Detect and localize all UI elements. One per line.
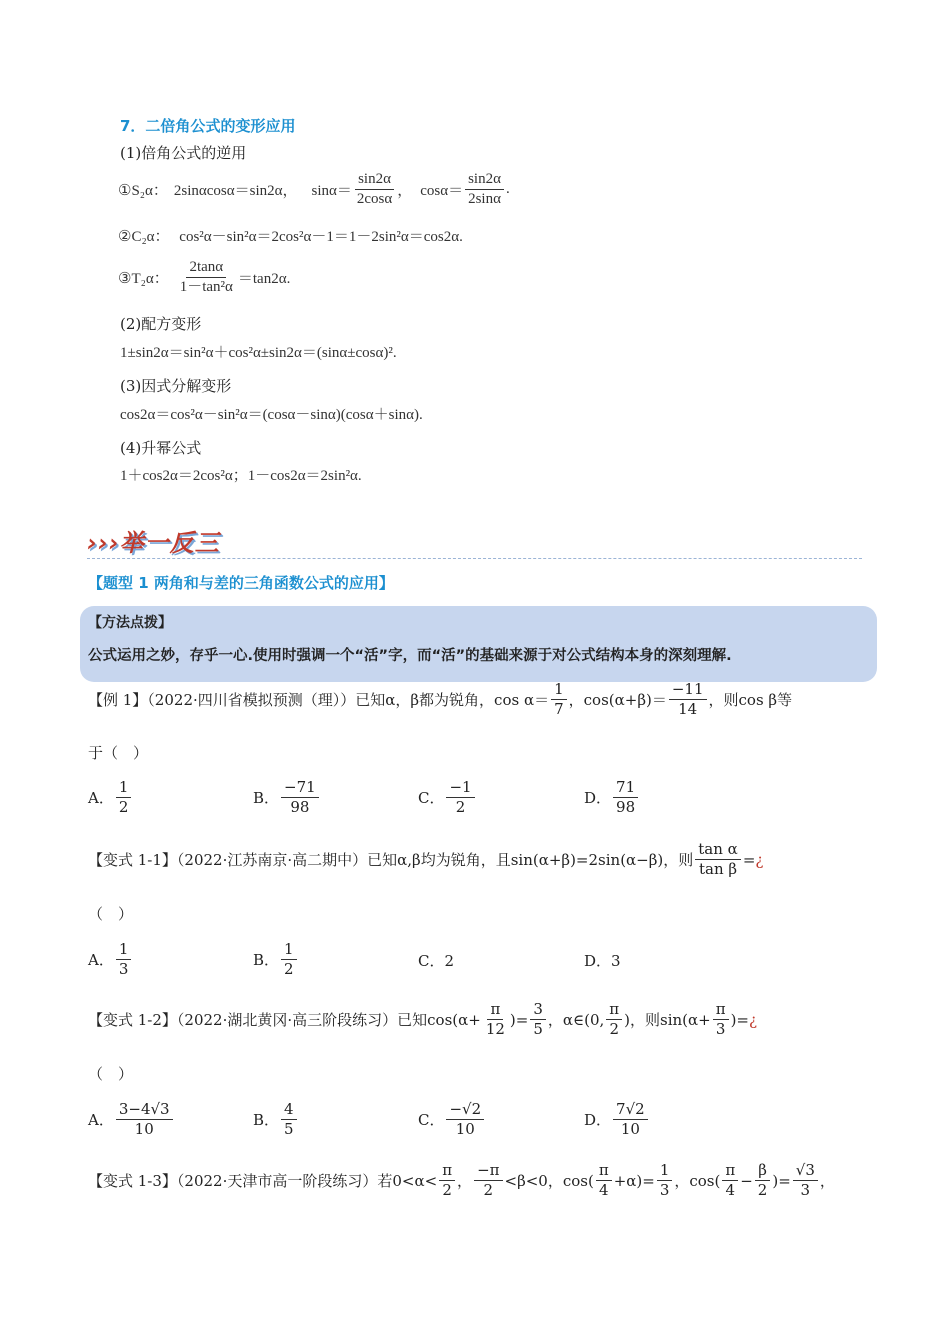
- t2a-rhs: ＝tan2α.: [237, 271, 291, 287]
- s2a-sin-fraction: $\frac{\sin 2\alpha}{2\cos\alpha}$: [356, 171, 393, 207]
- c2a-label: ②C₂α：: [118, 229, 170, 245]
- example-1-option-c[interactable]: C． $\frac{-1}{2}$: [418, 778, 477, 817]
- s2a-formula: 2sinαcosα＝sin2α，: [173, 183, 298, 199]
- example-1-fraction-2: $\frac{-11}{14}$: [669, 680, 707, 719]
- s2a-end: .: [505, 181, 510, 197]
- banner-divider: [87, 558, 862, 559]
- variant-1-1-option-a[interactable]: A． $\frac{1}{3}$: [88, 940, 133, 979]
- example-1-question: [88, 680, 792, 719]
- variant-1-1-line2: （ ）: [88, 905, 134, 923]
- variant-1-2-option-b[interactable]: B． $\frac{4}{5}$: [253, 1100, 299, 1139]
- s2a-sin-lhs: sinα＝: [311, 183, 352, 199]
- variant-1-1-prefix: 【变式 1-1】（2022·江苏南京·高二期中）已知α,β均为锐角，且sin(α+β)=2sin(α−β)，则: [88, 851, 694, 869]
- formula-power-raising: 1＋cos2α＝2cos²α；1－cos2α＝2sin²α.: [120, 468, 362, 484]
- t2a-label: ③T₂α：: [118, 271, 169, 287]
- variant-1-1-option-b[interactable]: B． $\frac{1}{2}$: [253, 940, 299, 979]
- variant-1-3-question: 【变式 1-3】（2022·天津市高一阶段练习）若0<α< $\frac{\pi}{2}$ ， $\frac{-\pi}{2}$ <β<0，cos( $\frac{\pi}{4}$ +α)= $\frac{1}{3}$ ，cos( $\frac{\pi}{4}$ − $\frac{\beta}{2}$ )= $\frac{√3}{3}$ ，: [88, 1161, 835, 1199]
- variant-1-2-fraction-2: $\frac{3}{5}$: [530, 1000, 546, 1039]
- example-1-fraction-1: $\frac{1}{7}$: [551, 680, 567, 719]
- subsection-label-3: (3)因式分解变形: [120, 377, 232, 395]
- method-text: 公式运用之妙，存乎一心.使用时强调一个“活”字，而“活”的基础来源于对公式结构本身的深刻理解.: [88, 648, 732, 664]
- s2a-comma: ，: [397, 183, 413, 199]
- variant-1-2-mark: ¿: [749, 1010, 758, 1029]
- variant-1-2-option-c[interactable]: C． $\frac{-√2}{10}$: [418, 1100, 486, 1139]
- variant-1-2-line2: （ ）: [88, 1065, 134, 1083]
- variant-1-2-question: 【变式 1-2】（2022·湖北黄冈·高三阶段练习）已知cos(α+ $\frac{\pi}{12}$ )= $\frac{3}{5}$ ，α∈(0, $\frac{\pi}{2}$ )，则sin(α+ $\frac{\pi}{3}$ )= ¿: [88, 1000, 758, 1038]
- example-1-mid: ，cos(α+β)＝: [568, 691, 667, 709]
- subsection-label-4: (4)升幂公式: [120, 439, 202, 457]
- variant-1-3-prefix: 【变式 1-3】（2022·天津市高一阶段练习）若0<α<: [88, 1172, 438, 1190]
- subsection-label-1: (1)倍角公式的逆用: [120, 144, 247, 162]
- s2a-cos-fraction: $\frac{\sin 2\alpha}{2\sin\alpha}$: [465, 170, 504, 209]
- method-heading: 【方法点拨】: [88, 615, 172, 631]
- banner-heading: ›››举一反三: [87, 529, 220, 557]
- variant-1-2-prefix: 【变式 1-2】（2022·湖北黄冈·高三阶段练习）已知cos(α+: [88, 1011, 481, 1029]
- example-1-option-b[interactable]: B． $\frac{-71}{98}$: [253, 778, 321, 817]
- variant-1-2-fraction-1: $\frac{\pi}{12}$: [485, 1000, 505, 1038]
- formula-completing-square: 1±sin2α＝sin²α＋cos²α±sin2α＝(sinα±cosα)².: [120, 345, 397, 361]
- variant-1-2-option-d[interactable]: D． $\frac{7√2}{10}$: [584, 1100, 650, 1139]
- example-1-suffix: ，则cos β等: [708, 691, 793, 709]
- c2a-formula: cos²α－sin²α＝2cos²α－1＝1－2sin²α＝cos2α.: [179, 229, 463, 245]
- formula-t2a: [118, 258, 290, 297]
- formula-s2a: [118, 170, 510, 209]
- variant-1-1-option-d[interactable]: D．3: [584, 952, 621, 970]
- variant-1-1-option-c[interactable]: C．2: [418, 952, 455, 970]
- s2a-cos-lhs: cosα＝: [420, 183, 464, 199]
- example-1-prefix: 【例 1】（2022·四川省模拟预测（理））已知α，β都为锐角，cos α＝: [88, 691, 550, 709]
- formula-c2a: [118, 225, 463, 246]
- example-1-option-a[interactable]: A． $\frac{1}{2}$: [88, 778, 133, 817]
- variant-1-1-suffix: =: [742, 850, 756, 869]
- subsection-label-2: (2)配方变形: [120, 315, 202, 333]
- variant-1-2-option-a[interactable]: A． $\frac{3-4√3}{10}$: [88, 1100, 175, 1139]
- variant-1-1-question: [88, 840, 763, 879]
- question-type-title: 【题型 1 两角和与差的三角函数公式的应用】: [88, 574, 394, 592]
- variant-1-2-fraction-3: $\frac{\pi}{2}$: [606, 1000, 622, 1039]
- variant-1-2-fraction-4: $\frac{\pi}{3}$: [713, 1000, 729, 1039]
- variant-1-1-fraction: $\frac{\text{tan α}}{\text{tan β}}$: [695, 840, 741, 879]
- variant-1-1-mark: ¿: [755, 850, 764, 869]
- example-1-option-d[interactable]: D． $\frac{71}{98}$: [584, 778, 640, 817]
- section-title: 7．二倍角公式的变形应用: [120, 117, 296, 135]
- example-1-line2: 于（ ）: [88, 744, 149, 762]
- s2a-label: ①S₂α：: [118, 183, 168, 199]
- t2a-fraction: $\frac{2\tan\alpha}{\text{1－tan²α}}$: [179, 259, 233, 295]
- formula-factorization: cos2α＝cos²α－sin²α＝(cosα－sinα)(cosα＋sinα).: [120, 407, 423, 423]
